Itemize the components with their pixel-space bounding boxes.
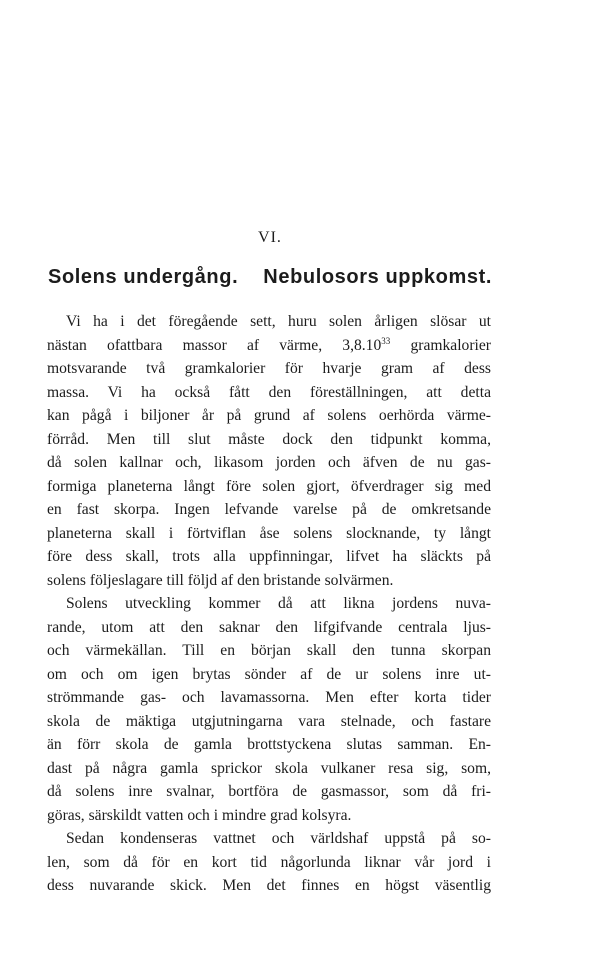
text-line bbox=[47, 639, 491, 663]
line-text: dess nuvarande skick. Men det finnes en högst väsentlig bbox=[47, 877, 491, 894]
line-text: före dess skall, trots alla uppfinningar, lifvet ha släckts på bbox=[47, 548, 491, 565]
line-text: nästan ofattbara massor af värme, 3,8.10 bbox=[47, 336, 382, 354]
line-text: en fast skorpa. Ingen lefvande varelse på de omkretsande bbox=[47, 501, 491, 518]
line-text: då solens inre svalnar, bortföra de gasmassor, som då fri- bbox=[47, 783, 491, 800]
chapter-title-part-1: Solens undergång. bbox=[48, 266, 239, 288]
chapter-title-part-2: Nebulosors uppkomst. bbox=[263, 266, 492, 288]
line-text: Solens utveckling kommer då att likna jordens nuva- bbox=[66, 595, 491, 612]
line-text: Vi ha i det föregående sett, huru solen årligen slösar ut bbox=[66, 313, 491, 330]
text-line bbox=[47, 404, 491, 428]
line-text: dast på några gamla sprickor skola vulkaner resa sig, som, bbox=[47, 759, 491, 777]
line-text: göras, särskildt vatten och i mindre grad kolsyra. bbox=[47, 806, 352, 824]
text-line bbox=[47, 334, 491, 358]
line-text: motsvarande två gramkalorier för hvarje gram af dess bbox=[47, 360, 491, 377]
text-line bbox=[47, 522, 491, 546]
chapter-title bbox=[48, 266, 492, 289]
line-text: och värmekällan. Till en början skall den tunna skorpan bbox=[47, 642, 491, 659]
line-text-continuation: gramkalorier bbox=[390, 336, 491, 354]
text-line bbox=[47, 592, 491, 616]
body-text bbox=[47, 310, 491, 898]
text-line bbox=[47, 710, 491, 734]
line-text: då solen kallnar och, likasom jorden och äfven de nu gas- bbox=[47, 454, 491, 471]
line-text: kan pågå i biljoner år på grund af solens oerhörda värme- bbox=[47, 407, 491, 424]
text-line bbox=[47, 357, 491, 381]
text-line bbox=[47, 686, 491, 710]
line-text: massa. Vi ha också fått den föreställningen, att detta bbox=[47, 383, 491, 401]
text-line bbox=[47, 475, 491, 499]
text-line bbox=[47, 663, 491, 687]
text-line bbox=[47, 428, 491, 452]
chapter-number: VI. bbox=[258, 229, 282, 246]
text-line bbox=[47, 616, 491, 640]
text-line bbox=[47, 545, 491, 569]
text-line bbox=[47, 451, 491, 475]
text-line bbox=[47, 498, 491, 522]
line-text: om och om igen brytas sönder af de ur solens inre ut- bbox=[47, 665, 491, 683]
line-text: Sedan kondenseras vattnet och världshaf uppstå på so- bbox=[66, 830, 491, 847]
line-text: formiga planeterna långt före solen gjort, öfverdrager sig med bbox=[47, 477, 491, 495]
line-text: rande, utom att den saknar den lifgifvande centrala ljus- bbox=[47, 618, 491, 636]
text-line bbox=[47, 804, 491, 828]
text-line bbox=[47, 780, 491, 804]
text-line bbox=[47, 874, 491, 898]
text-line bbox=[47, 851, 491, 875]
text-line bbox=[47, 827, 491, 851]
line-text: solens följeslagare till följd af den bristande solvärmen. bbox=[47, 571, 394, 589]
line-text: än förr skola de gamla brottstyckena slutas samman. En- bbox=[47, 736, 491, 753]
text-line bbox=[47, 569, 491, 593]
text-line bbox=[47, 733, 491, 757]
line-text: len, som då för en kort tid någorlunda liknar vår jord i bbox=[47, 853, 491, 871]
line-text: skola de mäktiga utgjutningarna vara stelnade, och fastare bbox=[47, 712, 491, 730]
text-line bbox=[47, 381, 491, 405]
line-text: planeterna skall i förtviflan åse solens slocknande, ty långt bbox=[47, 524, 491, 542]
line-text: förråd. Men till slut måste dock den tidpunkt komma, bbox=[47, 430, 491, 448]
line-text: strömmande gas- och lavamassorna. Men efter korta tider bbox=[47, 689, 491, 706]
text-line bbox=[47, 310, 491, 334]
text-line bbox=[47, 757, 491, 781]
exponent: 33 bbox=[381, 335, 391, 346]
